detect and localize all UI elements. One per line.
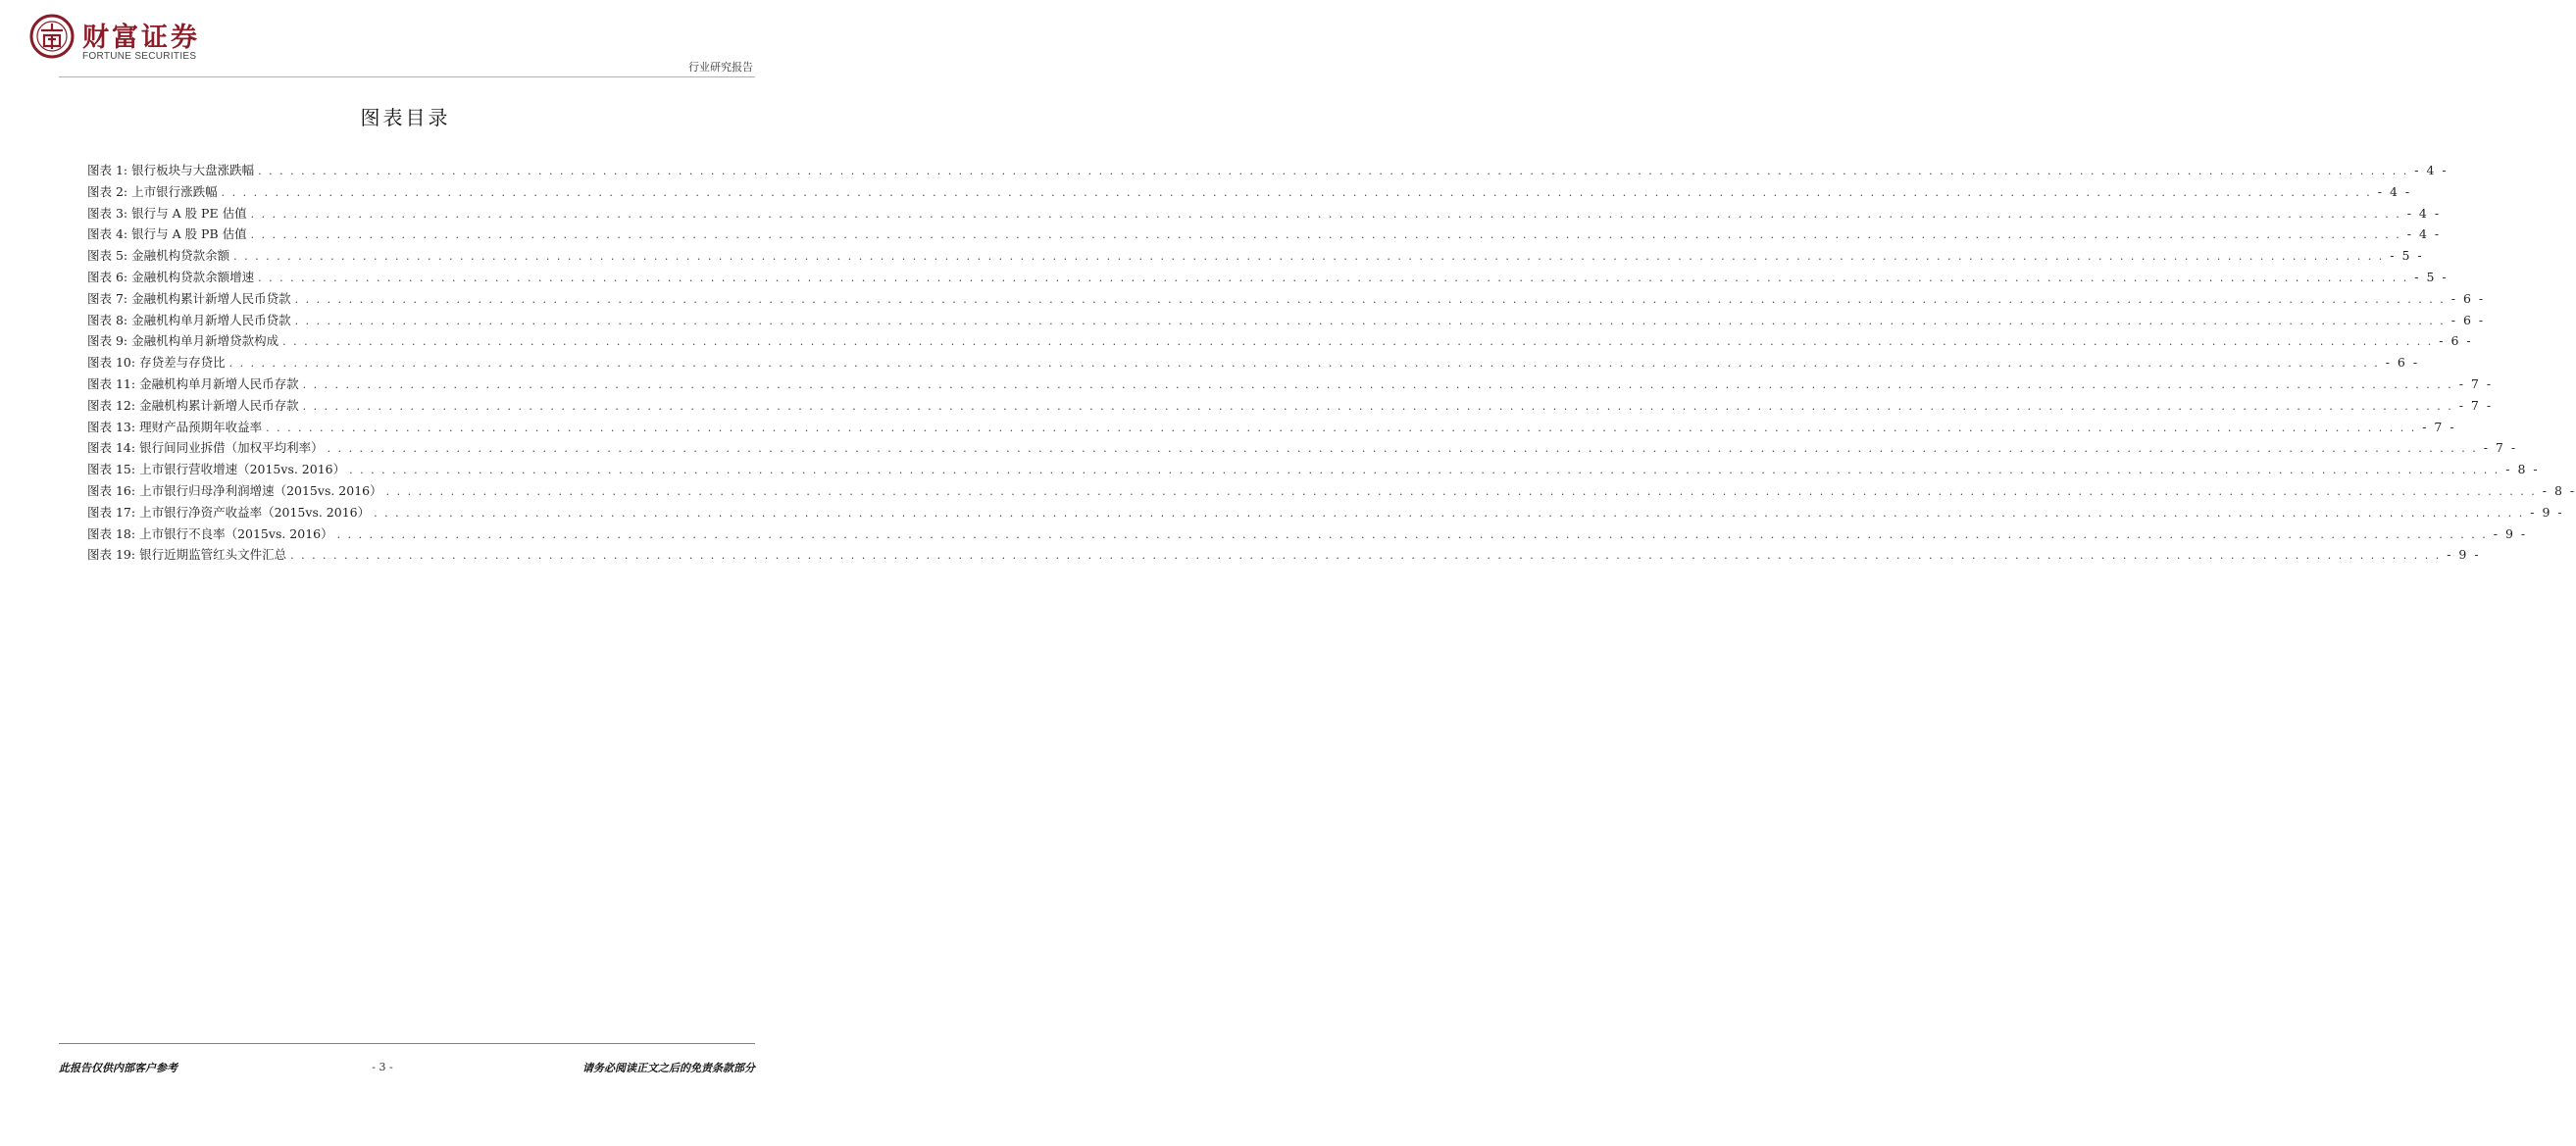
toc-entry[interactable]	[87, 353, 2420, 374]
page-header	[29, 14, 755, 75]
toc-entry-label: 图表 7: 金融机构累计新增人民币贷款	[87, 290, 291, 306]
toc-dot-leader: . . . . . . . . . . . . . . . . . . . . . . . . . . . . . . . . . . . . . . . . . . . . . . . . . . . . . . . . . . . . . . . . . . . . . . . . . . . . . . . . . . . . . . . . . . . . . . . . . . . . . . . . . . . . . . . . . . . . . . . . . . . . . . . . . . . . . . . . . . . . . . . . . . . . . . . . . . . . . . . . . . . . . . . . . . . . . . . . . . . . . . . . . . . . . . . . . . . . . . . .	[228, 357, 2380, 371]
toc-entry-page: - 6 -	[2450, 290, 2486, 306]
toc-entry-page: - 9 -	[2493, 525, 2528, 541]
toc-entry-label: 图表 17: 上市银行净资产收益率（2015vs. 2016）	[87, 504, 371, 520]
toc-dot-leader: . . . . . . . . . . . . . . . . . . . . . . . . . . . . . . . . . . . . . . . . . . . . . . . . . . . . . . . . . . . . . . . . . . . . . . . . . . . . . . . . . . . . . . . . . . . . . . . . . . . . . . . . . . . . . . . . . . . . . . . . . . . . . . . . . . . . . . . . . . . . . . . . . . . . . . . . . . . . . . . . . . . . . . . . . . . . . . . . . . . . . . . . . . . . . . . . . . . . . . . .	[349, 464, 2500, 477]
toc-entry-page: - 4 -	[2414, 163, 2449, 177]
toc-dot-leader: . . . . . . . . . . . . . . . . . . . . . . . . . . . . . . . . . . . . . . . . . . . . . . . . . . . . . . . . . . . . . . . . . . . . . . . . . . . . . . . . . . . . . . . . . . . . . . . . . . . . . . . . . . . . . . . . . . . . . . . . . . . . . . . . . . . . . . . . . . . . . . . . . . . . . . . . . . . . . . . . . . . . . . . . . . . . . . . . . . . . . . . . . . . . . . . . . . . . . . . .	[374, 506, 2525, 520]
toc-entry-page: - 5 -	[2414, 269, 2449, 284]
toc-entry-page: - 6 -	[2439, 333, 2473, 349]
toc-dot-leader: . . . . . . . . . . . . . . . . . . . . . . . . . . . . . . . . . . . . . . . . . . . . . . . . . . . . . . . . . . . . . . . . . . . . . . . . . . . . . . . . . . . . . . . . . . . . . . . . . . . . . . . . . . . . . . . . . . . . . . . . . . . . . . . . . . . . . . . . . . . . . . . . . . . . . . . . . . . . . . . . . . . . . . . . . . . . . . . . . . . . . . . . . . . . . . . . . . . . . . . .	[290, 549, 2442, 563]
toc-entry-label: 图表 5: 金融机构贷款余额	[87, 248, 230, 264]
header-divider	[59, 76, 755, 77]
toc-dot-leader: . . . . . . . . . . . . . . . . . . . . . . . . . . . . . . . . . . . . . . . . . . . . . . . . . . . . . . . . . . . . . . . . . . . . . . . . . . . . . . . . . . . . . . . . . . . . . . . . . . . . . . . . . . . . . . . . . . . . . . . . . . . . . . . . . . . . . . . . . . . . . . . . . . . . . . . . . . . . . . . . . . . . . . . . . . . . . . . . . . . . . . . . . . . . . . . . . . . . . . . .	[302, 399, 2453, 413]
toc-entry-page: - 8 -	[2542, 482, 2576, 498]
toc-dot-leader: . . . . . . . . . . . . . . . . . . . . . . . . . . . . . . . . . . . . . . . . . . . . . . . . . . . . . . . . . . . . . . . . . . . . . . . . . . . . . . . . . . . . . . . . . . . . . . . . . . . . . . . . . . . . . . . . . . . . . . . . . . . . . . . . . . . . . . . . . . . . . . . . . . . . . . . . . . . . . . . . . . . . . . . . . . . . . . . . . . . . . . . . . . . . . . . . . . . . . . . .	[294, 314, 2446, 327]
fortune-securities-logo-icon	[29, 14, 75, 59]
toc-entry-label: 图表 10: 存贷差与存贷比	[87, 355, 226, 371]
toc-entry-label: 图表 6: 金融机构贷款余额增速	[87, 269, 255, 284]
toc-entry-page: - 6 -	[2385, 355, 2420, 371]
toc-entry-label: 图表 11: 金融机构单月新增人民币存款	[87, 375, 299, 391]
toc-entry[interactable]	[87, 182, 2412, 204]
toc-dot-leader: . . . . . . . . . . . . . . . . . . . . . . . . . . . . . . . . . . . . . . . . . . . . . . . . . . . . . . . . . . . . . . . . . . . . . . . . . . . . . . . . . . . . . . . . . . . . . . . . . . . . . . . . . . . . . . . . . . . . . . . . . . . . . . . . . . . . . . . . . . . . . . . . . . . . . . . . . . . . . . . . . . . . . . . . . . . . . . . . . . . . . . . . . . . . . . . . . . . . . . . .	[385, 484, 2537, 498]
toc-entry-label: 图表 1: 银行板块与大盘涨跌幅	[87, 163, 255, 177]
toc-entry[interactable]	[87, 268, 2449, 289]
toc-entry-label: 图表 8: 金融机构单月新增人民币贷款	[87, 312, 291, 327]
brand-name-cn: 财富证券	[82, 23, 200, 53]
toc-entry-page: - 8 -	[2505, 462, 2540, 477]
toc-entry-page: - 4 -	[2406, 226, 2442, 242]
report-type-label: 行业研究报告	[688, 61, 753, 74]
toc-entry-page: - 9 -	[2447, 547, 2481, 563]
toc-entry-label: 图表 14: 银行间同业拆借（加权平均利率）	[87, 440, 324, 456]
toc-entry-page: - 5 -	[2390, 248, 2424, 264]
toc-entry-page: - 4 -	[2377, 183, 2412, 199]
toc-dot-leader: . . . . . . . . . . . . . . . . . . . . . . . . . . . . . . . . . . . . . . . . . . . . . . . . . . . . . . . . . . . . . . . . . . . . . . . . . . . . . . . . . . . . . . . . . . . . . . . . . . . . . . . . . . . . . . . . . . . . . . . . . . . . . . . . . . . . . . . . . . . . . . . . . . . . . . . . . . . . . . . . . . . . . . . . . . . . . . . . . . . . . . . . . . . . . . . . . . . . . . . .	[258, 271, 2409, 284]
toc-entry-page: - 9 -	[2530, 504, 2564, 520]
toc-dot-leader: . . . . . . . . . . . . . . . . . . . . . . . . . . . . . . . . . . . . . . . . . . . . . . . . . . . . . . . . . . . . . . . . . . . . . . . . . . . . . . . . . . . . . . . . . . . . . . . . . . . . . . . . . . . . . . . . . . . . . . . . . . . . . . . . . . . . . . . . . . . . . . . . . . . . . . . . . . . . . . . . . . . . . . . . . . . . . . . . . . . . . . . . . . . . . . . . . . . . . . . .	[282, 335, 2434, 349]
toc-entry-page: - 7 -	[2458, 397, 2494, 413]
toc-entry-label: 图表 13: 理财产品预期年收益率	[87, 419, 263, 434]
toc-dot-leader: . . . . . . . . . . . . . . . . . . . . . . . . . . . . . . . . . . . . . . . . . . . . . . . . . . . . . . . . . . . . . . . . . . . . . . . . . . . . . . . . . . . . . . . . . . . . . . . . . . . . . . . . . . . . . . . . . . . . . . . . . . . . . . . . . . . . . . . . . . . . . . . . . . . . . . . . . . . . . . . . . . . . . . . . . . . . . . . . . . . . . . . . . . . . . . . . . . . . . . . .	[233, 250, 2385, 264]
toc-entry-label: 图表 19: 银行近期监管红头文件汇总	[87, 547, 287, 563]
toc-dot-leader: . . . . . . . . . . . . . . . . . . . . . . . . . . . . . . . . . . . . . . . . . . . . . . . . . . . . . . . . . . . . . . . . . . . . . . . . . . . . . . . . . . . . . . . . . . . . . . . . . . . . . . . . . . . . . . . . . . . . . . . . . . . . . . . . . . . . . . . . . . . . . . . . . . . . . . . . . . . . . . . . . . . . . . . . . . . . . . . . . . . . . . . . . . . . . . . . . . . . . . . .	[302, 377, 2453, 391]
page-title: 图表目录	[360, 106, 451, 129]
toc-entry-page: - 7 -	[2483, 440, 2518, 456]
toc-entry-label: 图表 3: 银行与 A 股 PE 估值	[87, 205, 247, 221]
toc-entry-label: 图表 4: 银行与 A 股 PB 估值	[87, 226, 247, 242]
toc-dot-leader: . . . . . . . . . . . . . . . . . . . . . . . . . . . . . . . . . . . . . . . . . . . . . . . . . . . . . . . . . . . . . . . . . . . . . . . . . . . . . . . . . . . . . . . . . . . . . . . . . . . . . . . . . . . . . . . . . . . . . . . . . . . . . . . . . . . . . . . . . . . . . . . . . . . . . . . . . . . . . . . . . . . . . . . . . . . . . . . . . . . . . . . . . . . . . . . . . . . . . . . .	[250, 207, 2401, 221]
footer-disclaimer-left: 此报告仅供内部客户参考	[59, 1062, 177, 1074]
toc-entry[interactable]	[87, 418, 2456, 439]
toc-dot-leader: . . . . . . . . . . . . . . . . . . . . . . . . . . . . . . . . . . . . . . . . . . . . . . . . . . . . . . . . . . . . . . . . . . . . . . . . . . . . . . . . . . . . . . . . . . . . . . . . . . . . . . . . . . . . . . . . . . . . . . . . . . . . . . . . . . . . . . . . . . . . . . . . . . . . . . . . . . . . . . . . . . . . . . . . . . . . . . . . . . . . . . . . . . . . . . . . . . . . . . . .	[258, 165, 2409, 177]
toc-entry[interactable]	[87, 545, 2481, 567]
toc-entry[interactable]	[87, 311, 2486, 332]
toc-dot-leader: . . . . . . . . . . . . . . . . . . . . . . . . . . . . . . . . . . . . . . . . . . . . . . . . . . . . . . . . . . . . . . . . . . . . . . . . . . . . . . . . . . . . . . . . . . . . . . . . . . . . . . . . . . . . . . . . . . . . . . . . . . . . . . . . . . . . . . . . . . . . . . . . . . . . . . . . . . . . . . . . . . . . . . . . . . . . . . . . . . . . . . . . . . . . . . . . . . . . . . . .	[266, 421, 2417, 434]
toc-entry[interactable]	[87, 289, 2486, 311]
toc-dot-leader: . . . . . . . . . . . . . . . . . . . . . . . . . . . . . . . . . . . . . . . . . . . . . . . . . . . . . . . . . . . . . . . . . . . . . . . . . . . . . . . . . . . . . . . . . . . . . . . . . . . . . . . . . . . . . . . . . . . . . . . . . . . . . . . . . . . . . . . . . . . . . . . . . . . . . . . . . . . . . . . . . . . . . . . . . . . . . . . . . . . . . . . . . . . . . . . . . . . . . . . .	[221, 185, 2372, 199]
toc-entry[interactable]	[87, 224, 2442, 246]
toc-entry[interactable]	[87, 481, 2576, 503]
toc-entry-label: 图表 15: 上市银行营收增速（2015vs. 2016）	[87, 462, 346, 477]
toc-entry[interactable]	[87, 524, 2528, 546]
toc-entry[interactable]	[87, 204, 2442, 225]
toc-entry[interactable]	[87, 161, 2449, 182]
toc-dot-leader: . . . . . . . . . . . . . . . . . . . . . . . . . . . . . . . . . . . . . . . . . . . . . . . . . . . . . . . . . . . . . . . . . . . . . . . . . . . . . . . . . . . . . . . . . . . . . . . . . . . . . . . . . . . . . . . . . . . . . . . . . . . . . . . . . . . . . . . . . . . . . . . . . . . . . . . . . . . . . . . . . . . . . . . . . . . . . . . . . . . . . . . . . . . . . . . . . . . . . . . .	[336, 527, 2488, 541]
footer-divider	[59, 1043, 755, 1044]
toc-entry[interactable]	[87, 246, 2424, 268]
toc-entry[interactable]	[87, 396, 2494, 418]
toc-entry-label: 图表 9: 金融机构单月新增贷款构成	[87, 333, 279, 349]
toc-entry-page: - 7 -	[2458, 375, 2494, 391]
figure-table-of-contents	[87, 161, 2576, 567]
toc-dot-leader: . . . . . . . . . . . . . . . . . . . . . . . . . . . . . . . . . . . . . . . . . . . . . . . . . . . . . . . . . . . . . . . . . . . . . . . . . . . . . . . . . . . . . . . . . . . . . . . . . . . . . . . . . . . . . . . . . . . . . . . . . . . . . . . . . . . . . . . . . . . . . . . . . . . . . . . . . . . . . . . . . . . . . . . . . . . . . . . . . . . . . . . . . . . . . . . . . . . . . . . .	[327, 442, 2478, 456]
toc-entry[interactable]	[87, 503, 2564, 524]
footer-disclaimer-right: 请务必阅读正文之后的免责条款部分	[582, 1062, 755, 1074]
toc-entry[interactable]	[87, 438, 2518, 460]
toc-entry[interactable]	[87, 460, 2540, 481]
brand-name-en: FORTUNE SECURITIES	[82, 51, 197, 62]
toc-entry-page: - 7 -	[2422, 419, 2456, 434]
toc-entry-page: - 6 -	[2450, 312, 2486, 327]
toc-dot-leader: . . . . . . . . . . . . . . . . . . . . . . . . . . . . . . . . . . . . . . . . . . . . . . . . . . . . . . . . . . . . . . . . . . . . . . . . . . . . . . . . . . . . . . . . . . . . . . . . . . . . . . . . . . . . . . . . . . . . . . . . . . . . . . . . . . . . . . . . . . . . . . . . . . . . . . . . . . . . . . . . . . . . . . . . . . . . . . . . . . . . . . . . . . . . . . . . . . . . . . . .	[294, 292, 2446, 306]
toc-entry-label: 图表 12: 金融机构累计新增人民币存款	[87, 397, 299, 413]
toc-entry-label: 图表 18: 上市银行不良率（2015vs. 2016）	[87, 525, 333, 541]
toc-entry-page: - 4 -	[2406, 205, 2442, 221]
toc-entry[interactable]	[87, 374, 2494, 396]
toc-dot-leader: . . . . . . . . . . . . . . . . . . . . . . . . . . . . . . . . . . . . . . . . . . . . . . . . . . . . . . . . . . . . . . . . . . . . . . . . . . . . . . . . . . . . . . . . . . . . . . . . . . . . . . . . . . . . . . . . . . . . . . . . . . . . . . . . . . . . . . . . . . . . . . . . . . . . . . . . . . . . . . . . . . . . . . . . . . . . . . . . . . . . . . . . . . . . . . . . . . . . . . . .	[250, 228, 2401, 242]
toc-entry[interactable]	[87, 331, 2473, 353]
toc-entry-label: 图表 2: 上市银行涨跌幅	[87, 183, 218, 199]
page-number: - 3 -	[372, 1061, 393, 1073]
toc-entry-label: 图表 16: 上市银行归母净利润增速（2015vs. 2016）	[87, 482, 382, 498]
